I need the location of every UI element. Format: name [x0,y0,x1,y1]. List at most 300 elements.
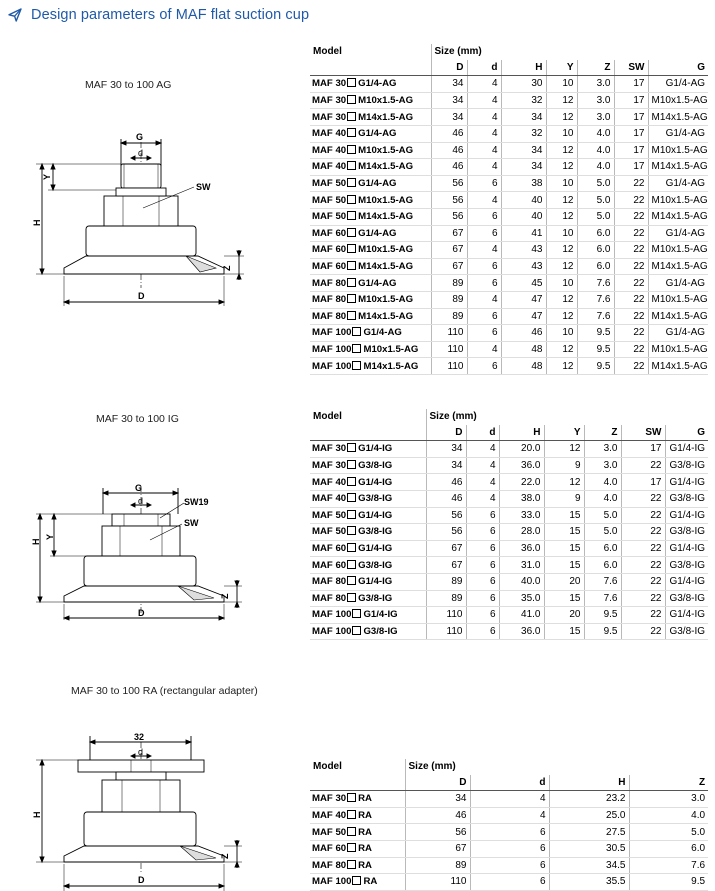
model-cell [310,358,431,375]
value-cell: 40 [501,208,546,225]
value-cell: 4 [467,341,501,358]
model-suffix: M14x1.5-AG [358,310,414,322]
model-suffix: M10x1.5-AG [358,144,414,156]
checkbox-square-icon [347,95,356,104]
value-cell: 17 [621,474,665,491]
table-row [310,208,708,225]
checkbox-square-icon [347,128,356,137]
value-cell: G1/4-IG [665,540,708,557]
value-cell: 7.6 [584,573,621,590]
value-cell: 22 [614,275,648,292]
checkbox-square-icon [347,543,356,552]
value-cell: 5.0 [584,524,621,541]
column-header: G [665,425,708,441]
value-cell: 43 [501,242,546,259]
value-cell: 4 [467,192,501,209]
column-header: SW [614,60,648,76]
value-cell: 22 [614,358,648,375]
value-cell: 22 [621,557,665,574]
checkbox-square-icon [347,477,356,486]
value-cell: 20.0 [499,441,544,458]
value-cell: 27.5 [549,824,629,841]
value-cell: 22 [614,258,648,275]
value-cell: G1/4-IG [665,607,708,624]
value-cell: M10x1.5-AG [648,341,708,358]
model-cell [310,208,431,225]
value-cell: 22 [614,175,648,192]
checkbox-square-icon [347,493,356,502]
model-suffix: M10x1.5-AG [358,194,414,206]
value-cell: 9.5 [577,341,614,358]
value-cell: 12 [546,258,577,275]
value-cell: 67 [431,225,467,242]
model-suffix: G3/8-IG [358,559,393,571]
model-suffix: G3/8-IG [358,592,393,604]
value-cell: 9.5 [629,874,708,891]
table-row [310,109,708,126]
checkbox-square-icon [347,860,356,869]
value-cell: 6.0 [629,840,708,857]
value-cell: G3/8-IG [665,623,708,640]
value-cell: 45 [501,275,546,292]
value-cell: 34 [426,441,466,458]
table-row [310,76,708,93]
model-prefix: MAF 80 [312,592,347,604]
ag-dim-sw: SW [196,182,211,192]
model-cell [310,225,431,242]
value-cell: 46 [431,159,467,176]
value-cell: 28.0 [499,524,544,541]
value-cell: 9 [544,457,584,474]
model-cell [310,807,405,824]
value-cell: 47 [501,291,546,308]
model-prefix: MAF 60 [312,543,347,555]
value-cell: 89 [431,308,467,325]
value-cell: 6 [467,275,501,292]
checkbox-square-icon [347,278,356,287]
model-cell [310,490,426,507]
column-header-blank [310,775,405,791]
table-row [310,540,708,557]
value-cell: 35.0 [499,590,544,607]
value-cell: 6 [470,874,549,891]
value-cell: 46 [431,142,467,159]
value-cell: 67 [405,840,470,857]
value-cell: 30.5 [549,840,629,857]
value-cell: 36.0 [499,540,544,557]
value-cell: M10x1.5-AG [648,242,708,259]
column-header-row [310,775,708,791]
table-row [310,225,708,242]
model-suffix: M14x1.5-AG [363,360,419,372]
model-prefix: MAF 50 [312,826,347,838]
value-cell: 36.0 [499,623,544,640]
value-cell: 6 [466,507,499,524]
model-cell [310,159,431,176]
ra-section-label [71,685,258,697]
value-cell: G3/8-IG [665,557,708,574]
model-cell [310,623,426,640]
model-cell [310,192,431,209]
value-cell: 6.0 [577,258,614,275]
value-cell: 12 [546,109,577,126]
value-cell: 22.0 [499,474,544,491]
model-prefix: MAF 100 [312,327,352,339]
model-suffix: RA [358,793,372,805]
value-cell: 4 [470,791,549,808]
ig-dim-sw: SW [184,518,199,528]
table-row [310,341,708,358]
model-prefix: MAF 60 [312,227,347,239]
ig-dim-g: G [135,483,143,493]
checkbox-square-icon [347,261,356,270]
column-header: Z [577,60,614,76]
value-cell: 34 [501,142,546,159]
column-header: H [549,775,629,791]
value-cell: 6.0 [584,540,621,557]
model-cell [310,242,431,259]
ra-dim-D: D [138,875,145,885]
value-cell: 6 [467,358,501,375]
model-prefix: MAF 60 [312,244,347,256]
value-cell: 12 [546,358,577,375]
model-prefix: MAF 40 [312,476,347,488]
value-cell: 22 [621,524,665,541]
value-cell: 10 [546,225,577,242]
model-cell [310,125,431,142]
value-cell: 12 [546,242,577,259]
model-prefix: MAF 30 [312,793,347,805]
model-suffix: RA [358,859,372,871]
value-cell: 15 [544,590,584,607]
model-prefix: MAF 40 [312,161,347,173]
value-cell: 4.0 [577,125,614,142]
table-row [310,457,708,474]
model-cell [310,840,405,857]
model-cell [310,258,431,275]
value-cell: 56 [426,524,466,541]
column-header: D [431,60,467,76]
value-cell: 17 [614,76,648,93]
column-header: SW [621,425,665,441]
table-row [310,490,708,507]
value-cell: 12 [546,291,577,308]
value-cell: 46 [501,325,546,342]
checkbox-square-icon [347,576,356,585]
value-cell: 4 [467,76,501,93]
model-suffix: G1/4-AG [358,178,397,190]
value-cell: 38.0 [499,490,544,507]
value-cell: 48 [501,341,546,358]
model-suffix: G3/8-IG [358,526,393,538]
value-cell: M14x1.5-AG [648,159,708,176]
value-cell: G1/4-IG [665,474,708,491]
checkbox-square-icon [347,460,356,469]
model-cell [310,92,431,109]
value-cell: 4 [467,125,501,142]
model-suffix: G1/4-IG [363,609,398,621]
value-cell: 6 [466,623,499,640]
value-cell: 56 [431,208,467,225]
value-cell: 6 [467,225,501,242]
model-suffix: G1/4-AG [363,327,402,339]
table-row [310,92,708,109]
model-prefix: MAF 30 [312,443,347,455]
value-cell: G1/4-IG [665,441,708,458]
table-row [310,590,708,607]
column-header: Y [544,425,584,441]
value-cell: 67 [431,258,467,275]
model-suffix: G3/8-IG [363,626,398,638]
table-row [310,325,708,342]
ig-dim-z: Z [220,593,230,599]
ag-dim-z: Z [222,265,232,271]
value-cell: 7.6 [577,308,614,325]
value-cell: 9 [544,490,584,507]
value-cell: 34.5 [549,857,629,874]
model-cell [310,325,431,342]
value-cell: 17 [614,92,648,109]
table-row [310,573,708,590]
model-prefix: MAF 80 [312,859,347,871]
model-prefix: MAF 60 [312,559,347,571]
model-cell [310,540,426,557]
value-cell: 110 [426,623,466,640]
value-cell: 7.6 [577,275,614,292]
value-cell: 22 [614,225,648,242]
value-cell: M14x1.5-AG [648,308,708,325]
model-cell [310,857,405,874]
table-row [310,125,708,142]
value-cell: 22 [614,325,648,342]
checkbox-square-icon [352,626,361,635]
value-cell: 17 [614,142,648,159]
ra-section-label-main: MAF 30 to 100 RA [71,685,157,697]
table-row [310,857,708,874]
ig-size-header: Size (mm) [426,409,708,425]
value-cell: 15 [544,507,584,524]
value-cell: G1/4-AG [648,76,708,93]
value-cell: 4.0 [584,490,621,507]
value-cell: G3/8-IG [665,490,708,507]
value-cell: 10 [546,275,577,292]
value-cell: G1/4-IG [665,573,708,590]
value-cell: 17 [614,125,648,142]
table-row [310,358,708,375]
checkbox-square-icon [352,876,361,885]
value-cell: 6 [467,258,501,275]
model-cell [310,874,405,891]
value-cell: 6 [470,857,549,874]
ag-dim-d: d [138,148,144,158]
value-cell: 17 [614,109,648,126]
checkbox-square-icon [347,244,356,253]
value-cell: 12 [546,142,577,159]
table-row [310,557,708,574]
column-header: D [426,425,466,441]
value-cell: 4 [467,242,501,259]
model-cell [310,341,431,358]
value-cell: 6 [467,308,501,325]
value-cell: 4 [467,92,501,109]
model-prefix: MAF 100 [312,626,352,638]
value-cell: G1/4-IG [665,507,708,524]
model-cell [310,275,431,292]
value-cell: 12 [546,92,577,109]
value-cell: 17 [614,159,648,176]
value-cell: 4.0 [584,474,621,491]
checkbox-square-icon [347,161,356,170]
ra-size-header: Size (mm) [405,759,708,775]
column-header: d [466,425,499,441]
value-cell: 110 [426,607,466,624]
checkbox-square-icon [347,294,356,303]
value-cell: G1/4-AG [648,275,708,292]
ra-section-label-note: (rectangular adapter) [159,685,258,697]
model-cell [310,308,431,325]
model-prefix: MAF 50 [312,194,347,206]
value-cell: 3.0 [629,791,708,808]
value-cell: 6 [466,590,499,607]
value-cell: 110 [405,874,470,891]
model-suffix: G1/4-AG [358,128,397,140]
model-cell [310,109,431,126]
model-cell [310,441,426,458]
value-cell: M14x1.5-AG [648,258,708,275]
value-cell: 46 [431,125,467,142]
checkbox-square-icon [347,843,356,852]
value-cell: 110 [431,341,467,358]
model-prefix: MAF 50 [312,211,347,223]
value-cell: 4 [467,291,501,308]
value-cell: 41 [501,225,546,242]
value-cell: 20 [544,607,584,624]
column-header: Y [546,60,577,76]
value-cell: 4 [467,142,501,159]
value-cell: 34 [431,92,467,109]
model-cell [310,142,431,159]
value-cell: 36.0 [499,457,544,474]
model-suffix: M14x1.5-AG [358,261,414,273]
ag-technical-drawing [28,128,258,308]
value-cell: 10 [546,175,577,192]
table-row [310,874,708,891]
value-cell: 33.0 [499,507,544,524]
value-cell: 34 [501,109,546,126]
model-prefix: MAF 100 [312,343,352,355]
model-prefix: MAF 50 [312,509,347,521]
value-cell: 3.0 [584,457,621,474]
value-cell: 22 [614,291,648,308]
model-prefix: MAF 40 [312,493,347,505]
value-cell: 22 [614,242,648,259]
ra-dim-z: Z [220,853,230,859]
value-cell: 4 [466,457,499,474]
model-cell [310,573,426,590]
ag-dim-h: H [32,219,42,226]
ig-dim-h: H [31,538,41,545]
model-suffix: G3/8-IG [358,493,393,505]
ag-dim-y: Y [42,173,52,180]
value-cell: 22 [621,573,665,590]
value-cell: 5.0 [629,824,708,841]
checkbox-square-icon [352,361,361,370]
value-cell: 4 [466,441,499,458]
value-cell: 12 [544,474,584,491]
value-cell: 22 [621,590,665,607]
model-suffix: M10x1.5-AG [358,244,414,256]
model-cell [310,524,426,541]
value-cell: 67 [426,540,466,557]
value-cell: 3.0 [577,109,614,126]
value-cell: 34 [501,159,546,176]
value-cell: 6 [466,607,499,624]
value-cell: 30 [501,76,546,93]
model-suffix: M10x1.5-AG [358,294,414,306]
value-cell: 89 [426,590,466,607]
model-cell [310,474,426,491]
model-suffix: G1/4-IG [358,543,393,555]
value-cell: 6.0 [577,225,614,242]
column-header: Z [584,425,621,441]
table-row [310,474,708,491]
ra-dim-32: 32 [134,732,145,742]
model-cell [310,590,426,607]
column-header-blank [310,425,426,441]
value-cell: 6.0 [584,557,621,574]
value-cell: 110 [431,358,467,375]
checkbox-square-icon [352,344,361,353]
value-cell: 67 [431,242,467,259]
value-cell: 22 [621,490,665,507]
checkbox-square-icon [347,228,356,237]
column-header: d [467,60,501,76]
model-suffix: G1/4-IG [358,509,393,521]
model-prefix: MAF 100 [312,360,352,372]
ra-model-header: Model [313,761,342,773]
column-header-blank [310,60,431,76]
model-prefix: MAF 40 [312,144,347,156]
value-cell: 34 [426,457,466,474]
ag-model-header: Model [313,46,342,58]
ig-technical-drawing [28,478,258,628]
value-cell: G3/8-IG [665,524,708,541]
value-cell: 22 [621,507,665,524]
value-cell: 56 [426,507,466,524]
model-prefix: MAF 100 [312,876,352,888]
table-row [310,275,708,292]
value-cell: 22 [614,341,648,358]
model-suffix: M10x1.5-AG [358,95,414,107]
value-cell: 7.6 [577,291,614,308]
checkbox-square-icon [347,211,356,220]
value-cell: 4.0 [629,807,708,824]
value-cell: 6 [466,524,499,541]
value-cell: G1/4-AG [648,325,708,342]
model-prefix: MAF 30 [312,78,347,90]
table-row [310,142,708,159]
value-cell: M14x1.5-AG [648,208,708,225]
value-cell: 5.0 [577,175,614,192]
value-cell: 3.0 [584,441,621,458]
model-prefix: MAF 40 [312,810,347,822]
table-row [310,524,708,541]
value-cell: 6 [467,208,501,225]
value-cell: 56 [405,824,470,841]
checkbox-square-icon [347,560,356,569]
model-prefix: MAF 30 [312,111,347,123]
value-cell: 6.0 [577,242,614,259]
